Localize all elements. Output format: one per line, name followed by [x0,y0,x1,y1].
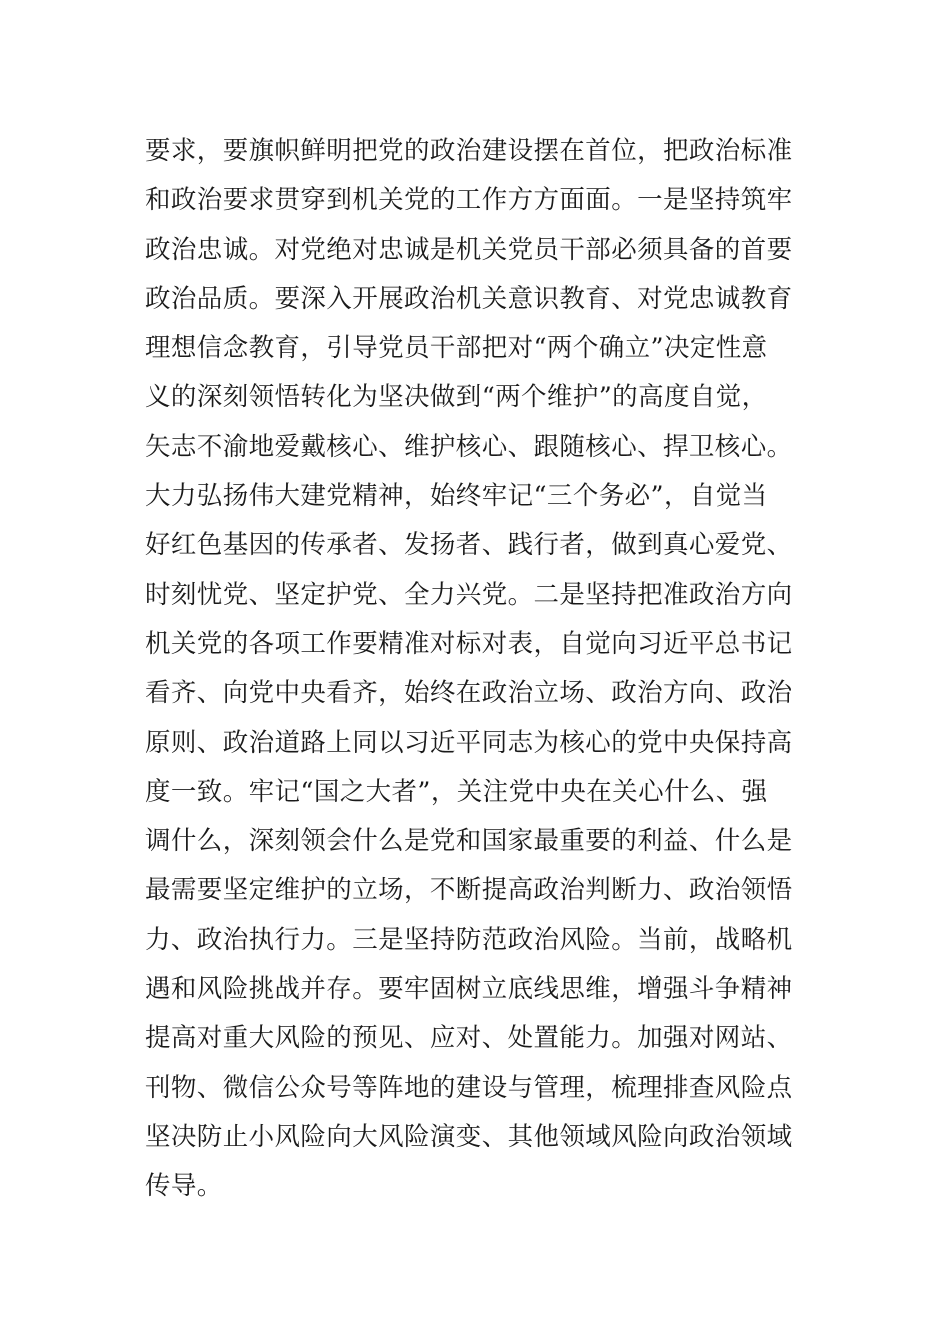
text-line-1: 要求，要旗帜鲜明把党的政治建设摆在首位，把政治标准 [145,136,793,166]
text-line-19: 提高对重大风险的预见、应对、处置能力。加强对网站、 [145,1023,793,1054]
text-line-9: 好红色基因的传承者、发扬者、践行者，做到真心爱党、 [145,530,793,561]
text-line-11: 机关党的各项工作要精准对标对表，自觉向习近平总书记 [145,628,793,659]
text-line-22: 传导。 [145,1171,223,1202]
text-line-3: 政治忠诚。对党绝对忠诚是机关党员干部必须具备的首要 [145,234,793,265]
text-line-17: 力、政治执行力。三是坚持防范政治风险。当前，战略机 [145,924,793,955]
text-line-15: 调什么，深刻领会什么是党和国家最重要的利益、什么是 [145,826,793,857]
text-line-18: 遇和风险挑战并存。要牢固树立底线思维，增强斗争精神 [145,974,793,1005]
text-line-7: 矢志不渝地爱戴核心、维护核心、跟随核心、捍卫核心。 [145,431,793,462]
text-line-6: 义的深刻领悟转化为坚决做到“两个维护”的高度自觉， [145,382,768,413]
text-line-5: 理想信念教育，引导党员干部把对“两个确立”决定性意 [145,333,768,364]
text-line-4: 政治品质。要深入开展政治机关意识教育、对党忠诚教育 [145,283,793,314]
text-line-16: 最需要坚定维护的立场，不断提高政治判断力、政治领悟 [145,875,793,906]
text-line-21: 坚决防止小风险向大风险演变、其他领域风险向政治领域 [145,1121,793,1152]
text-line-8: 大力弘扬伟大建党精神，始终牢记“三个务必”，自觉当 [145,481,768,512]
text-line-20: 刊物、微信公众号等阵地的建设与管理，梳理排查风险点 [145,1072,793,1103]
text-line-14: 度一致。牢记“国之大者”，关注党中央在关心什么、强 [145,776,768,807]
body-paragraph [145,127,815,1212]
text-line-10: 时刻忧党、坚定护党、全力兴党。二是坚持把准政治方向 [145,579,793,610]
text-line-12: 看齐、向党中央看齐，始终在政治立场、政治方向、政治 [145,678,793,709]
text-line-13: 原则、政治道路上同以习近平同志为核心的党中央保持高 [145,727,793,758]
text-line-2: 和政治要求贯穿到机关党的工作方方面面。一是坚持筑牢 [145,185,793,216]
